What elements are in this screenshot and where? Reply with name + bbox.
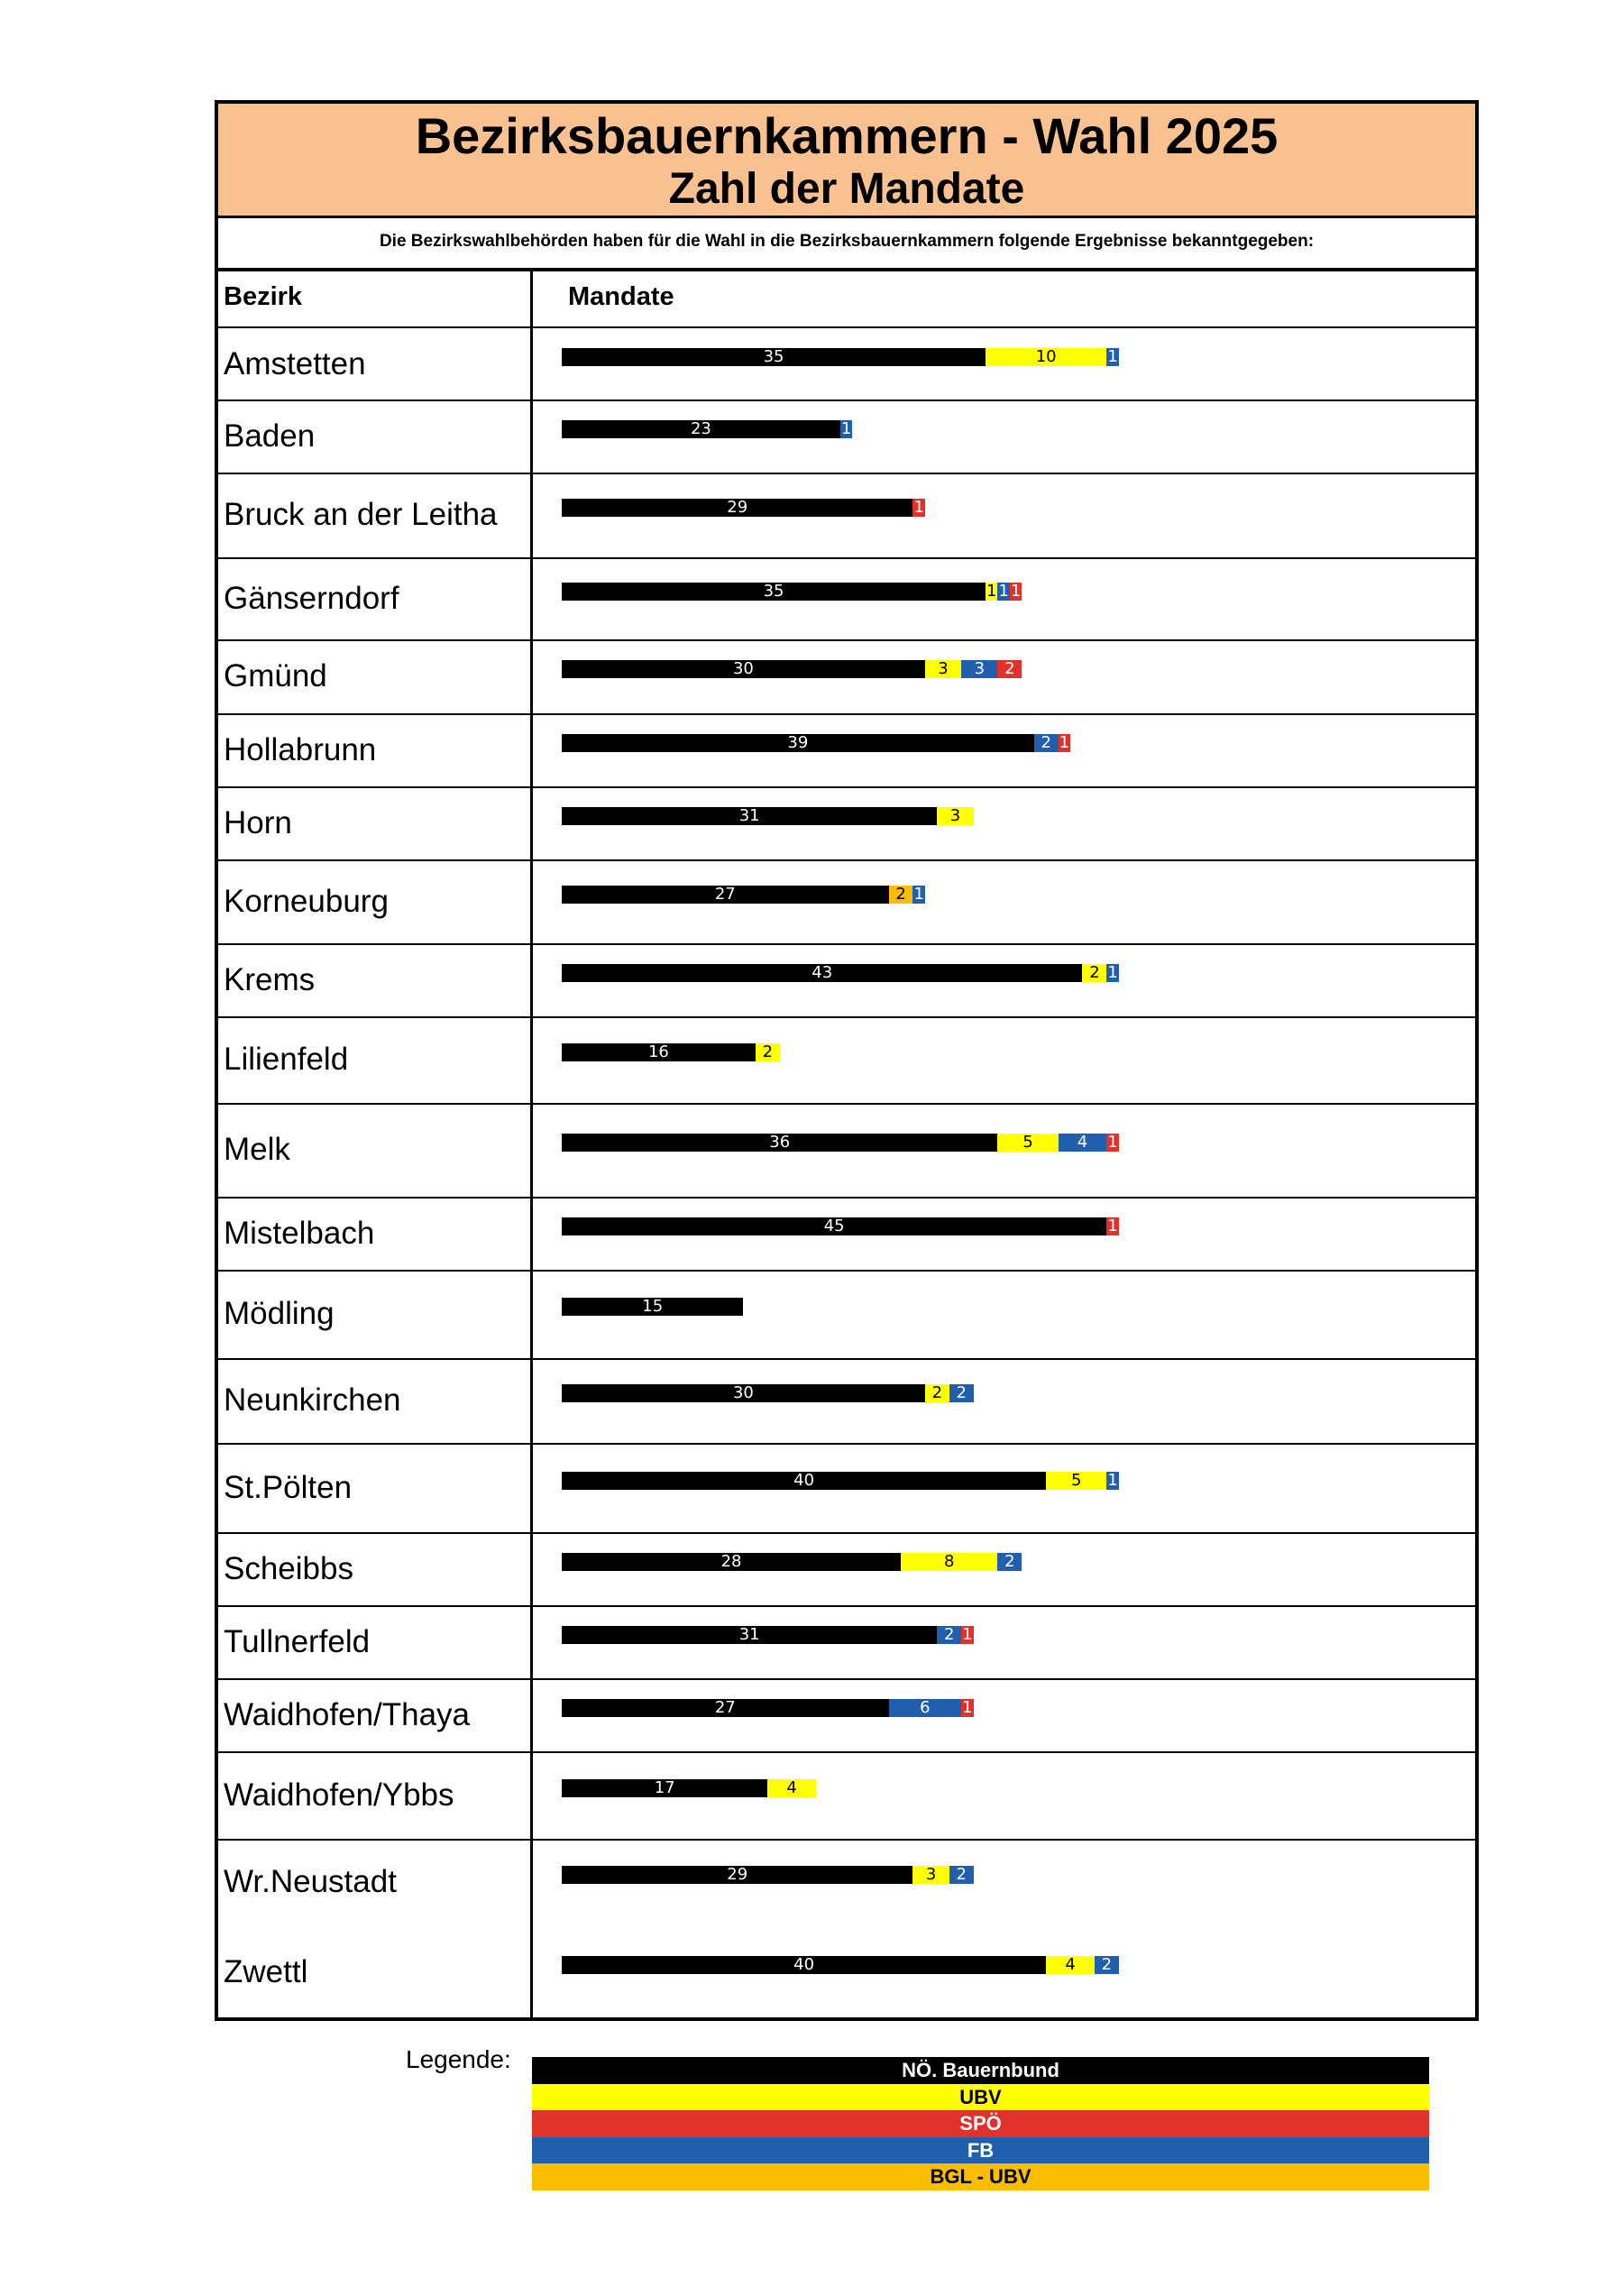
row-divider	[218, 326, 1475, 328]
row-divider	[218, 1443, 1475, 1445]
row-divider	[218, 400, 1475, 401]
data-label: 5	[1071, 1470, 1082, 1490]
row-divider	[218, 713, 1475, 715]
row-divider	[218, 1839, 1475, 1841]
title-block	[218, 104, 1475, 218]
row-divider	[218, 639, 1475, 641]
row-divider	[218, 1678, 1475, 1680]
legend-item-bgl-ubv: BGL - UBV	[532, 2163, 1429, 2190]
data-label: 31	[738, 1624, 760, 1644]
bezirk-mödling: Mödling	[224, 1296, 335, 1331]
data-label: 3	[974, 659, 986, 678]
data-label: 35	[763, 581, 784, 601]
data-label: 31	[738, 805, 760, 825]
bezirk-bruck-an-der-leitha: Bruck an der Leitha	[224, 497, 498, 532]
bezirk-st-pölten: St.Pölten	[224, 1469, 353, 1505]
row-divider	[218, 1605, 1475, 1607]
bezirk-hollabrunn: Hollabrunn	[224, 731, 377, 767]
data-label: 43	[812, 962, 833, 982]
data-label: 40	[793, 1470, 815, 1490]
data-label: 2	[1041, 732, 1051, 752]
data-label: 1	[913, 498, 924, 517]
data-label: 15	[642, 1297, 664, 1316]
data-label: 4	[1065, 1955, 1076, 1974]
bezirk-waidhofen-ybbs: Waidhofen/Ybbs	[224, 1777, 454, 1813]
row-divider	[218, 1751, 1475, 1753]
data-label: 2	[1004, 1551, 1015, 1571]
bezirk-lilienfeld: Lilienfeld	[224, 1042, 349, 1077]
data-label: 2	[1004, 659, 1015, 678]
data-label: 30	[732, 659, 754, 678]
row-divider	[218, 557, 1475, 559]
data-label: 3	[949, 805, 961, 825]
page-subtitle: Zahl der Mandate	[668, 165, 1025, 213]
legend-item-bauernbund: NÖ. Bauernbund	[532, 2057, 1429, 2084]
bezirk-mistelbach: Mistelbach	[224, 1215, 375, 1251]
data-label: 30	[732, 1383, 754, 1402]
data-label: 1	[1107, 346, 1118, 366]
bezirk-waidhofen-thaya: Waidhofen/Thaya	[224, 1696, 471, 1732]
bezirk-zwettl: Zwettl	[224, 1954, 308, 1989]
data-label: 45	[823, 1216, 845, 1235]
data-label: 17	[654, 1777, 675, 1797]
data-label: 2	[956, 1865, 967, 1884]
data-label: 1	[998, 581, 1009, 601]
data-label: 4	[1077, 1133, 1088, 1152]
column-header-mandate: Mandate	[568, 282, 674, 311]
data-label: 3	[925, 1865, 937, 1884]
bezirk-wr-neustadt: Wr.Neustadt	[224, 1864, 397, 1899]
bezirk-korneuburg: Korneuburg	[224, 883, 389, 919]
bezirk-neunkirchen: Neunkirchen	[224, 1382, 401, 1418]
bezirk-tullnerfeld: Tullnerfeld	[224, 1623, 371, 1659]
data-label: 1	[840, 418, 852, 438]
data-label: 1	[1107, 1470, 1118, 1490]
row-divider	[218, 1358, 1475, 1360]
data-label: 2	[762, 1042, 774, 1061]
bezirk-baden: Baden	[224, 418, 316, 454]
data-label: 2	[956, 1383, 967, 1402]
data-label: 8	[944, 1551, 955, 1571]
intro-text: Die Bezirkswahlbehörden haben für die Wahl in die Bezirksbauernkammern folgende Ergebnisse bekanntgegeben:	[218, 216, 1475, 271]
row-divider	[218, 1532, 1475, 1534]
data-label: 40	[793, 1955, 815, 1974]
bezirk-gmünd: Gmünd	[224, 658, 327, 693]
data-label: 1	[962, 1697, 973, 1717]
bezirk-krems: Krems	[224, 961, 316, 997]
data-label: 29	[727, 1865, 748, 1884]
data-label: 1	[1107, 1216, 1118, 1235]
data-label: 2	[944, 1624, 955, 1644]
legend-item-fb: FB	[532, 2137, 1429, 2164]
row-divider	[218, 1197, 1475, 1199]
legend	[532, 2057, 1429, 2190]
bezirk-horn: Horn	[224, 804, 292, 840]
data-label: 2	[1101, 1955, 1113, 1974]
row-divider	[218, 1270, 1475, 1272]
data-label: 10	[1035, 346, 1057, 366]
data-label: 29	[727, 498, 748, 517]
legend-item-spoe: SPÖ	[532, 2110, 1429, 2137]
data-label: 2	[931, 1383, 943, 1402]
bezirk-scheibbs: Scheibbs	[224, 1550, 353, 1586]
data-label: 2	[895, 884, 906, 904]
data-label: 16	[647, 1042, 669, 1061]
data-label: 1	[1059, 732, 1070, 752]
data-label: 6	[920, 1697, 931, 1717]
legend-title: Legende:	[406, 2045, 511, 2073]
data-label: 2	[1089, 962, 1100, 982]
data-label: 1	[962, 1624, 973, 1644]
page-title: Bezirksbauernkammern - Wahl 2025	[415, 107, 1279, 164]
data-label: 27	[714, 884, 736, 904]
data-label: 1	[1107, 1133, 1118, 1152]
data-label: 27	[714, 1697, 736, 1717]
bezirk-gänserndorf: Gänserndorf	[224, 580, 399, 616]
row-divider	[218, 786, 1475, 788]
data-label: 36	[769, 1133, 791, 1152]
data-label: 3	[938, 659, 949, 678]
legend-item-ubv: UBV	[532, 2084, 1429, 2111]
data-label: 39	[787, 732, 809, 752]
data-label: 4	[786, 1777, 797, 1797]
data-label: 1	[986, 581, 997, 601]
data-label: 35	[763, 346, 784, 366]
data-label: 1	[1010, 581, 1022, 601]
results-table	[215, 100, 1479, 2021]
data-label: 28	[720, 1551, 742, 1571]
column-divider	[530, 271, 533, 2017]
row-divider	[218, 1016, 1475, 1018]
row-divider	[218, 859, 1475, 861]
data-label: 23	[690, 418, 711, 438]
row-divider	[218, 1103, 1475, 1105]
bezirk-melk: Melk	[224, 1132, 290, 1167]
bezirk-amstetten: Amstetten	[224, 345, 366, 381]
data-label: 1	[913, 884, 924, 904]
column-header-bezirk: Bezirk	[224, 282, 303, 311]
row-divider	[218, 943, 1475, 945]
row-divider	[218, 473, 1475, 474]
data-label: 1	[1107, 962, 1118, 982]
data-label: 5	[1022, 1133, 1033, 1152]
